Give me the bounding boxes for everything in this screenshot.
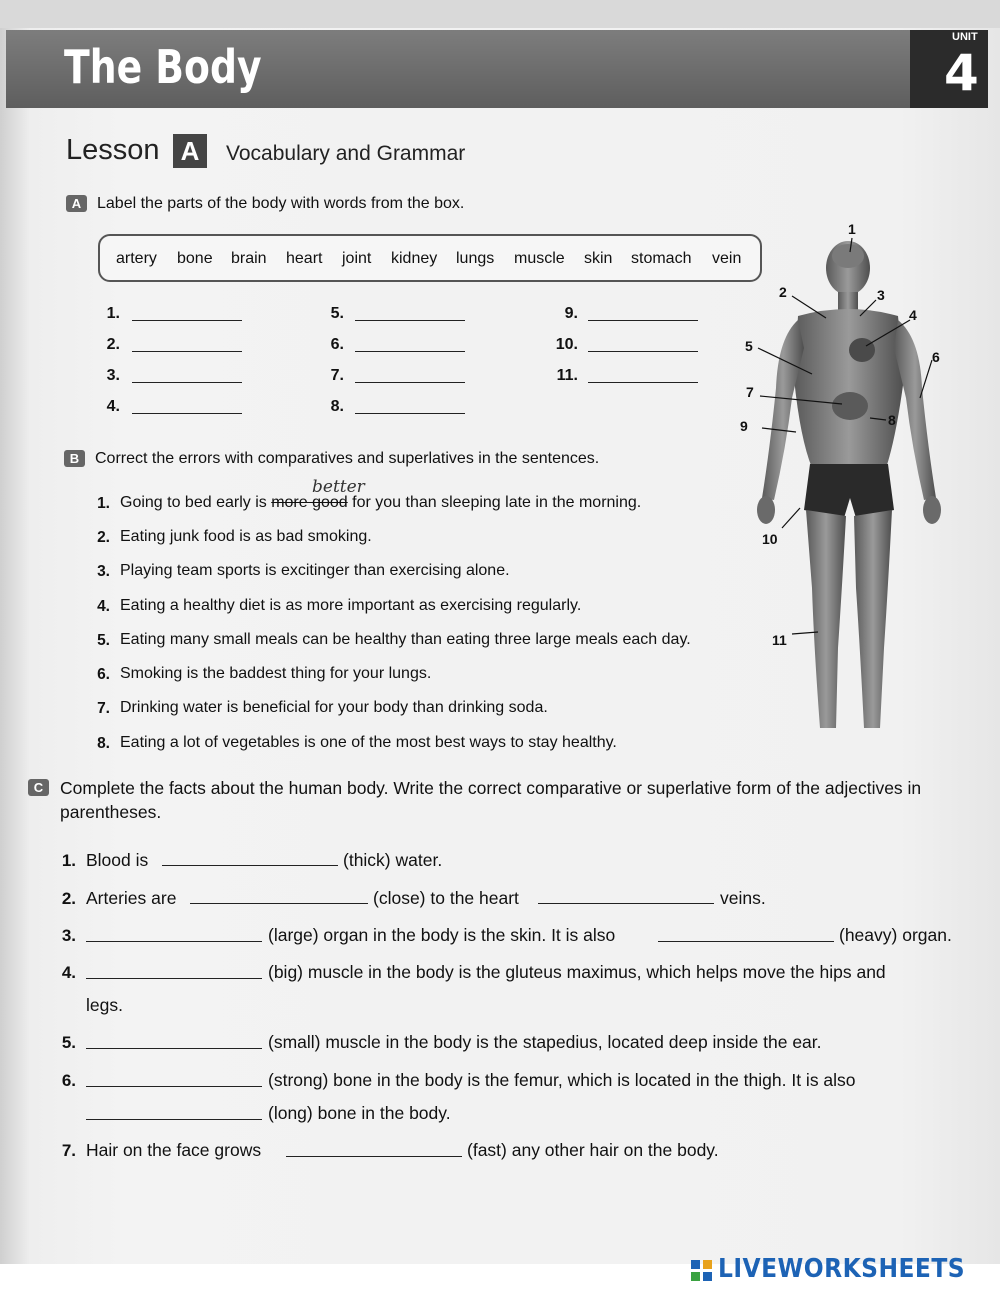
label-number: 11. [556,367,578,384]
lesson-word: Lesson [66,134,160,166]
section-a-instruction: Label the parts of the body with words from the box. [97,195,465,212]
sentence-number: 3. [97,563,110,580]
item-text: legs. [86,995,123,1015]
struck-phrase: more good [271,494,348,511]
item-text: (big) muscle in the body is the gluteus maximus, which helps move the hips and [268,962,886,982]
label-number: 5. [330,305,344,322]
answer-blank[interactable] [355,413,465,414]
section-b-instruction: Correct the errors with comparatives and superlatives in the sentences. [95,450,600,467]
sentence-number: 2. [97,529,110,546]
label-number: 7. [330,367,344,384]
answer-blank[interactable] [86,941,262,942]
figure-neck [838,292,858,310]
word-box-item: joint [342,250,372,267]
label-number: 4. [106,398,120,415]
section-c-instruction: Complete the facts about the human body. Write the correct comparative or superlative form of the adjectives in parentheses. [60,778,922,822]
item-text: (small) muscle in the body is the stapedius, located deep inside the ear. [268,1032,822,1052]
sentence-number: 8. [97,735,110,752]
sentence-number: 4. [97,598,110,615]
figure-label: 8 [888,412,896,428]
sentence[interactable]: Eating junk food is as bad smoking. [120,528,372,545]
figure-label: 3 [877,287,885,303]
item-text: (close) to the heart [373,888,519,908]
label-number: 2. [106,336,120,353]
figure-right-leg [806,510,846,728]
figure-label: 4 [909,307,917,323]
item-text: Arteries are [86,888,177,908]
item-number: 6. [61,1071,76,1090]
figure-stomach [832,392,868,420]
figure-label: 5 [745,338,753,354]
human-body-figure [700,228,980,748]
answer-blank[interactable] [658,941,834,942]
figure-left-arm [894,320,936,500]
figure-label: 6 [932,349,940,365]
figure-shorts [804,464,894,518]
sentence-number: 5. [97,632,110,649]
figure-heart [849,338,875,362]
figure-label: 7 [746,384,754,400]
answer-blank[interactable] [355,320,465,321]
item-number: 2. [61,889,76,908]
label-number: 10. [555,336,578,353]
figure-label: 10 [762,531,778,547]
word-box-item: skin [584,250,613,267]
page-title: The Body [64,40,262,94]
item-text: veins. [720,888,766,908]
sentence-number: 6. [97,666,110,683]
item-text: (heavy) organ. [839,925,952,945]
word-box-item: heart [286,250,323,267]
sentence-part: for you than sleeping late in the morning. [347,494,642,511]
answer-blank[interactable] [86,1048,262,1049]
figure-right-hand [757,496,775,524]
sentence[interactable]: Eating many small meals can be healthy than eating three large meals each day. [120,631,691,648]
section-c-badge: C [28,779,49,796]
sentence[interactable]: Drinking water is beneficial for your body than drinking soda. [120,699,548,716]
sentence-part: Going to bed early is [120,494,272,511]
figure-right-arm [762,320,804,500]
word-box-item: stomach [631,250,692,267]
answer-blank[interactable] [132,382,242,383]
label-number: 6. [330,336,344,353]
unit-label: UNIT [952,31,978,43]
item-text: Hair on the face grows [86,1140,262,1160]
item-number: 4. [61,963,76,982]
sentence-number: 1. [97,495,110,512]
figure-brain [832,244,864,268]
answer-blank[interactable] [355,351,465,352]
lesson-letter: A [173,134,207,168]
item-number: 3. [61,926,76,945]
word-box-item: artery [116,250,157,267]
figure-label: 1 [848,221,856,237]
answer-blank[interactable] [132,320,242,321]
unit-number: 4 [944,44,979,102]
liveworksheets-icon [690,1259,714,1283]
answer-blank[interactable] [86,1119,262,1120]
liveworksheets-logo[interactable]: LIVEWORKSHEETS [718,1254,966,1284]
answer-blank[interactable] [132,413,242,414]
section-b-badge: B [64,450,85,467]
sentence[interactable]: Playing team sports is excitinger than exercising alone. [120,562,510,579]
item-number: 1. [61,851,76,870]
answer-blank[interactable] [286,1156,462,1157]
sentence[interactable]: Eating a healthy diet is as more important as exercising regularly. [120,597,582,614]
figure-label: 11 [772,632,787,648]
answer-blank[interactable] [190,903,368,904]
item-text: (long) bone in the body. [268,1103,451,1123]
word-box-item: vein [712,250,742,267]
label-number: 3. [106,367,120,384]
item-text: Blood is [86,850,149,870]
word-box-item: kidney [391,250,438,267]
sentence[interactable]: Smoking is the baddest thing for your lungs. [120,665,432,682]
answer-blank[interactable] [538,903,714,904]
label-number: 8. [330,398,344,415]
item-text: (thick) water. [343,850,443,870]
label-number: 1. [106,305,120,322]
answer-blank[interactable] [588,320,698,321]
answer-blank[interactable] [86,978,262,979]
section-a-badge: A [66,195,87,212]
item-text: (fast) any other hair on the body. [467,1140,719,1160]
answer-blank[interactable] [355,382,465,383]
sentence-number: 7. [97,700,110,717]
sentence [120,494,641,512]
answer-blank[interactable] [588,382,698,383]
word-box-item: muscle [514,250,565,267]
item-text: (large) organ in the body is the skin. It is also [268,925,616,945]
handwritten-correction: better [312,477,365,497]
figure-left-leg [854,510,892,728]
word-box-item: lungs [456,250,495,267]
sentence[interactable]: Eating a lot of vegetables is one of the most best ways to stay healthy. [120,734,617,751]
item-number: 7. [61,1141,76,1160]
figure-left-hand [923,496,941,524]
figure-label: 9 [740,418,748,434]
answer-blank[interactable] [162,865,338,866]
answer-blank[interactable] [132,351,242,352]
figure-label: 2 [779,284,787,300]
lesson-subtitle: Vocabulary and Grammar [226,142,466,165]
word-box-item: bone [177,250,213,267]
label-number: 9. [564,305,578,322]
answer-blank[interactable] [588,351,698,352]
word-box-item: brain [231,250,267,267]
item-number: 5. [61,1033,76,1052]
item-text: (strong) bone in the body is the femur, which is located in the thigh. It is also [268,1070,856,1090]
answer-blank[interactable] [86,1086,262,1087]
